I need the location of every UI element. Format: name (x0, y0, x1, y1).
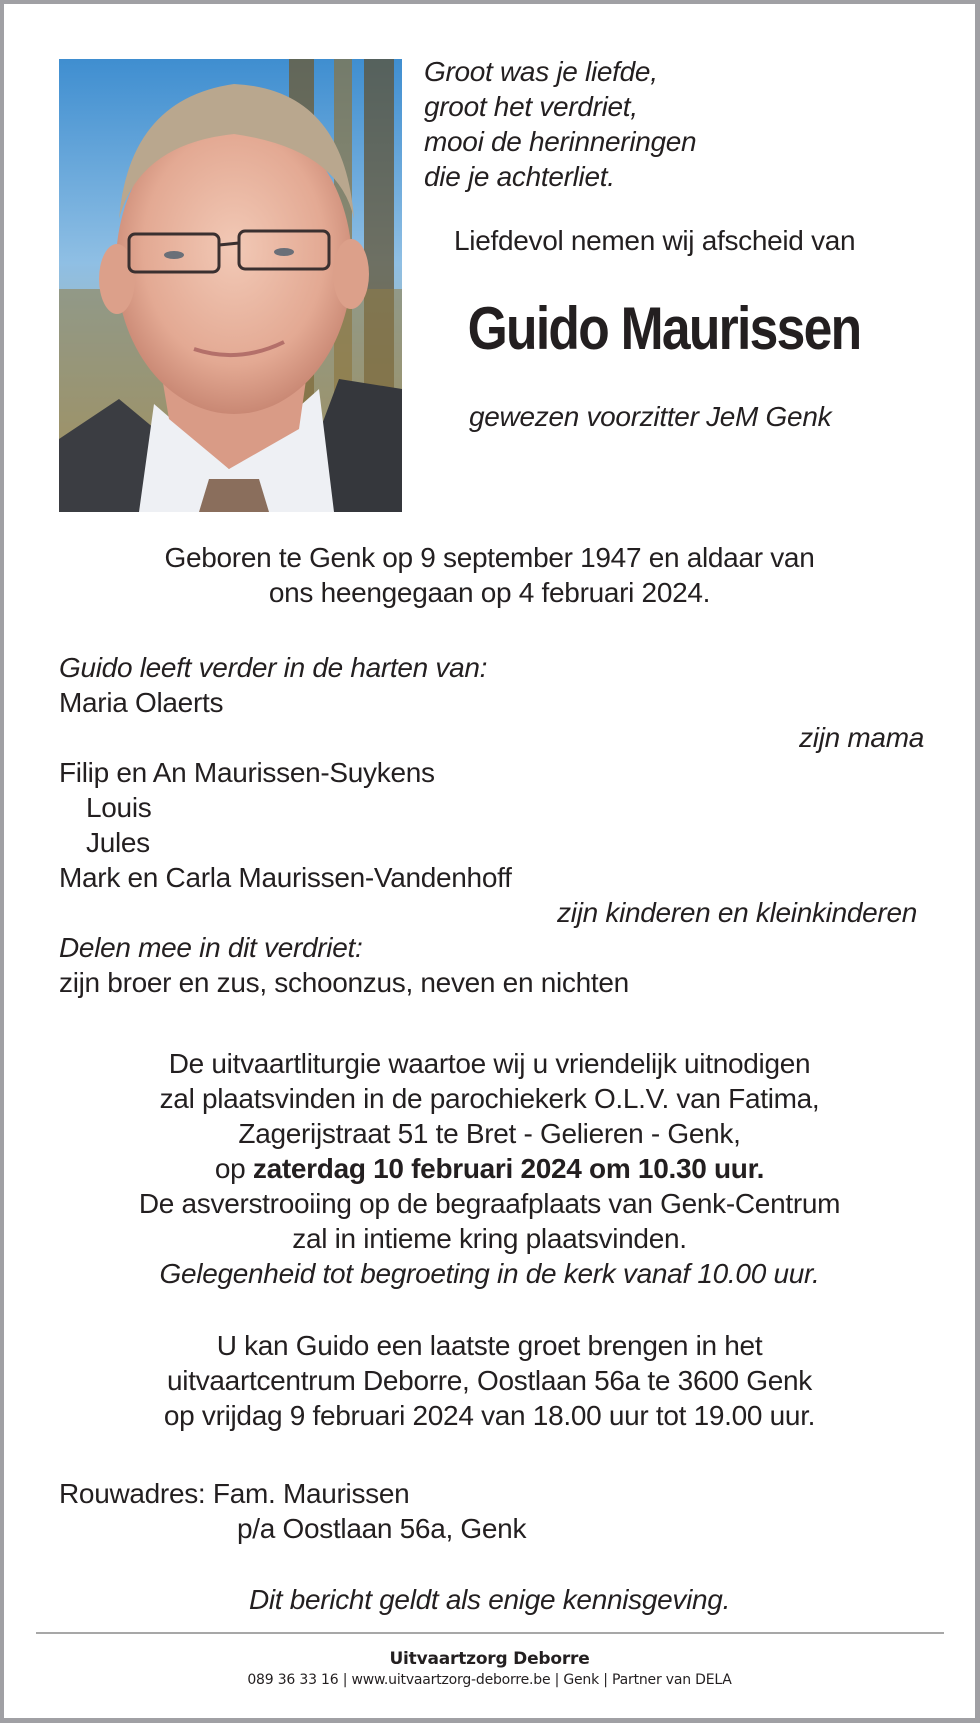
footer-divider (36, 1632, 944, 1634)
mourning-address (59, 1476, 526, 1546)
deceased-subtitle: gewezen voorzitter JeM Genk (469, 401, 832, 432)
family-member: Maria Olaerts (59, 687, 224, 718)
intro-text: Liefdevol nemen wij afscheid van (454, 225, 856, 256)
death-line: ons heengegaan op 4 februari 2024. (268, 577, 711, 608)
mourning-address-line: p/a Oostlaan 56a, Genk (237, 1513, 527, 1544)
ceremony-line: Zagerijstraat 51 te Bret - Gelieren - Genk, (238, 1118, 741, 1149)
footer (4, 1648, 975, 1690)
family-heading: Guido leeft verder in de harten van: (59, 652, 488, 683)
ceremony-line: De uitvaartliturgie waartoe wij u vriendelijk uitnodigen (168, 1048, 811, 1079)
ceremony-date: zaterdag 10 februari 2024 om 10.30 uur. (252, 1153, 765, 1184)
poem-line: die je achterliet. (424, 161, 615, 192)
funeral-home-contact: 089 36 33 16 | www.uitvaartzorg-deborre.be | Genk | Partner van DELA (247, 1672, 732, 1688)
poem-line: mooi de herinneringen (424, 126, 697, 157)
birth-death-info (4, 540, 975, 610)
funeral-home-name: Uitvaartzorg Deborre (389, 1649, 590, 1669)
poem-line: groot het verdriet, (424, 91, 638, 122)
visit-line: op vrijdag 9 februari 2024 van 18.00 uur tot 19.00 uur. (163, 1400, 816, 1431)
family-role: zijn mama (799, 722, 924, 753)
visit-line: U kan Guido een laatste groet brengen in het (216, 1330, 763, 1361)
closing-text: Dit bericht geldt als enige kennisgeving. (248, 1584, 731, 1615)
poem-line: Groot was je liefde, (424, 56, 658, 87)
poem (424, 54, 696, 194)
death-notice (4, 4, 975, 1718)
visit-line: uitvaartcentrum Deborre, Oostlaan 56a te 3600 Genk (167, 1365, 812, 1396)
ceremony-line: zal plaatsvinden in de parochiekerk O.L.V. van Fatima, (159, 1083, 820, 1114)
mourning-address-line: Rouwadres: Fam. Maurissen (59, 1478, 410, 1509)
share-text: zijn broer en zus, schoonzus, neven en nichten (59, 967, 629, 998)
ceremony-line: zal in intieme kring plaatsvinden. (292, 1223, 687, 1254)
birth-line: Geboren te Genk op 9 september 1947 en aldaar van (164, 542, 815, 573)
ceremony-info (4, 1046, 975, 1291)
family-member: Jules (86, 827, 150, 858)
share-heading: Delen mee in dit verdriet: (59, 932, 363, 963)
family-member: Filip en An Maurissen-Suykens (59, 757, 435, 788)
ceremony-prefix: op (214, 1153, 246, 1184)
ceremony-datetime (4, 1151, 975, 1186)
family-member: Louis (86, 792, 152, 823)
ceremony-line: De asverstrooiing op de begraafplaats van Genk-Centrum (138, 1188, 841, 1219)
family-role: zijn kinderen en kleinkinderen (557, 897, 917, 928)
family-member: Mark en Carla Maurissen-Vandenhoff (59, 862, 512, 893)
deceased-name: Guido Maurissen (467, 295, 861, 362)
family-section (59, 650, 929, 1000)
portrait-photo (59, 59, 402, 512)
visit-info (4, 1328, 975, 1433)
condolence-line: Gelegenheid tot begroeting in de kerk vanaf 10.00 uur. (159, 1258, 820, 1289)
